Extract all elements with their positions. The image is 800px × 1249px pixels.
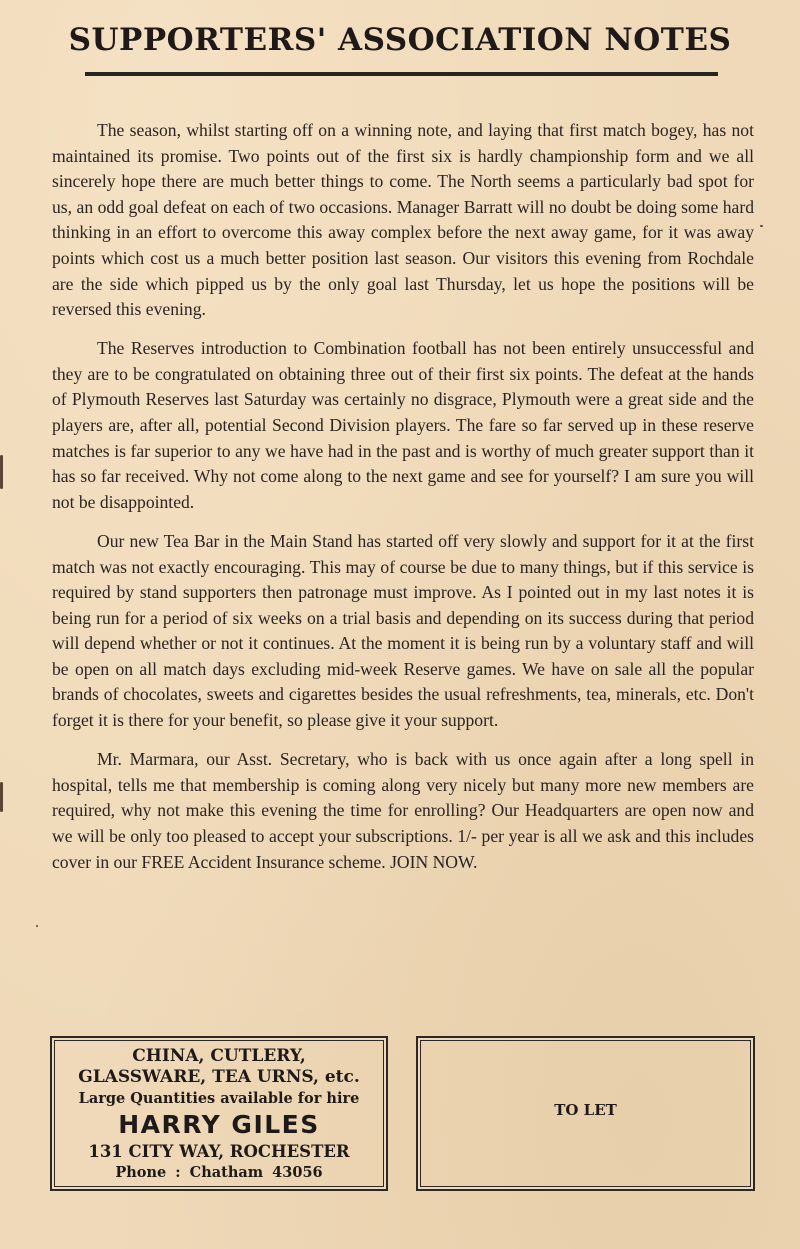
advert-phone: Phone : Chatham 43056: [115, 1164, 323, 1181]
paper-mark: [0, 455, 3, 489]
advert-line-glassware: GLASSWARE, TEA URNS, etc.: [78, 1067, 360, 1087]
paper-mark: [0, 782, 3, 812]
paragraph-membership: Mr. Marmara, our Asst. Secretary, who is back with us once again after a long spell in hospital, tells me that membership is coming along very nicely but many more new members are required, why not make this evening the time for enrolling? Our Headquarters are open now and we will be only too pleased to accept your subscriptions. 1/- per year is all we ask and this includes cover in our FREE Accident Insurance scheme. JOIN NOW.: [52, 749, 754, 872]
title-underline-rule: [85, 72, 718, 76]
paper-mark: [36, 925, 38, 927]
paragraph-season: The season, whilst starting off on a winning note, and laying that first match bogey, has not maintained its promise. Two points out of the first six is hardly championship form and we all sincerely hope there are much better things to come. The North seems a particularly bad spot for us, an odd goal defeat on each of two occasions. Manager Barratt will no doubt be doing some hard thinking in an effort to overcome this away complex before the next away game, for it was away points which cost us a much better position last season. Our visitors this evening from Rochdale are the side which pipped us by the only goal last Thursday, let us hope the positions will be reversed this evening.: [52, 120, 754, 320]
advert-line-china-cutlery: CHINA, CUTLERY,: [132, 1046, 306, 1066]
advert-business-name: HARRY GILES: [118, 1110, 320, 1139]
advert-address: 131 CITY WAY, ROCHESTER: [88, 1142, 350, 1161]
paragraph-reserves: The Reserves introduction to Combination football has not been entirely unsuccessful and they are to be congratulated on obtaining three out of their first six points. The defeat at the hands of Plymouth Reserves last Saturday was certainly no disgrace, Plymouth were a great side and the players are, after all, potential Second Division players. The fare so far served up in these reserve matches is far superior to any we have had in the past and is worthy of much greater support than it has so far received. Why not come along to the next game and see for yourself? I am sure you will not be disappointed.: [52, 338, 754, 512]
paper-mark: [760, 225, 763, 227]
to-let-label: TO LET: [554, 1101, 617, 1119]
paragraph-tea-bar: Our new Tea Bar in the Main Stand has started off very slowly and support for it at the first match was not exactly encouraging. This may of course be due to many things, but if this service is required by stand supporters then patronage must improve. As I pointed out in my last notes it is being run for a period of six weeks on a trial basis and depending on its success during that period will depend whether or not it continues. At the moment it is being run by a voluntary staff and will be open on all match days excluding mid-week Reserve games. We have on sale all the popular brands of chocolates, sweets and cigarettes besides the usual refreshments, tea, minerals, etc. Don't forget it is there for your benefit, so please give it your support.: [52, 530, 754, 731]
advert-harry-giles: [50, 1036, 388, 1191]
page-title: SUPPORTERS' ASSOCIATION NOTES: [68, 22, 732, 58]
advert-space-vacant: [416, 1036, 755, 1191]
article-body: [52, 118, 754, 889]
advert-line-hire: Large Quantities available for hire: [78, 1090, 360, 1107]
